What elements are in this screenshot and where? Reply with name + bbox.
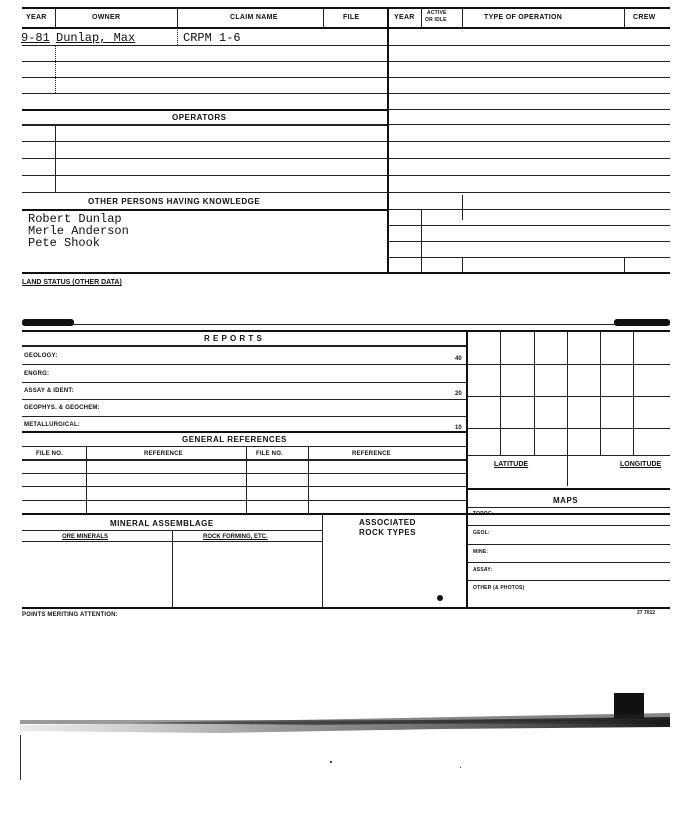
band-right-mark — [614, 319, 670, 326]
knowledge-person: Pete Shook — [28, 236, 101, 250]
ink-dot — [437, 595, 443, 601]
associated-label: ASSOCIATED — [359, 518, 416, 527]
report-assay-code: 20 — [455, 391, 462, 397]
header-or-idle: OR IDLE — [425, 17, 447, 23]
report-metallurgical: METALLURGICAL: — [24, 422, 81, 428]
header-claim-name: CLAIM NAME — [230, 14, 278, 21]
general-references-title: GENERAL REFERENCES — [182, 435, 287, 444]
report-geology: GEOLOGY: — [24, 353, 58, 359]
report-metallurgical-code: 10 — [455, 425, 462, 431]
map-topog: TOPOG: — [473, 511, 494, 517]
latitude-label: LATITUDE — [494, 461, 529, 468]
points-meriting-label: POINTS MERITING ATTENTION: — [22, 612, 118, 618]
knowledge-title: OTHER PERSONS HAVING KNOWLEDGE — [88, 197, 261, 206]
reports-title: R E P O R T S — [204, 334, 263, 343]
report-engrg: ENGRG: — [24, 371, 50, 377]
col-reference-2: REFERENCE — [352, 451, 391, 457]
longitude-label: LONGITUDE — [620, 461, 662, 468]
ore-minerals-label: ORE MINERALS — [62, 534, 109, 540]
knowledge-person: Merle Anderson — [28, 224, 129, 238]
rock-types-label: ROCK TYPES — [359, 528, 417, 537]
scan-smudge — [20, 695, 670, 780]
header-type-of-operation: TYPE OF OPERATION — [484, 14, 563, 21]
map-geol: GEOL: — [473, 530, 490, 536]
header-owner: OWNER — [92, 14, 121, 21]
header-year: YEAR — [26, 14, 47, 21]
header-year-2: YEAR — [394, 14, 415, 21]
col-file-no-1: FILE NO. — [36, 451, 63, 457]
mineral-title: MINERAL ASSEMBLAGE — [110, 519, 214, 528]
header-file: FILE — [343, 14, 360, 21]
map-mine: MINE: — [473, 549, 489, 555]
maps-title: MAPS — [553, 496, 579, 505]
report-geophys: GEOPHYS. & GEOCHEM: — [24, 405, 100, 411]
col-reference-1: REFERENCE — [144, 451, 183, 457]
col-file-no-2: FILE NO. — [256, 451, 283, 457]
form-number: 27 7012 — [637, 610, 656, 616]
header-crew: CREW — [633, 14, 656, 21]
land-status-label: LAND STATUS (OTHER DATA) — [22, 279, 122, 286]
rock-forming-label: ROCK FORMING, ETC. — [203, 534, 268, 540]
band-left-mark — [22, 319, 74, 326]
owner-entry-claim: CRPM 1-6 — [183, 31, 241, 45]
operators-title: OPERATORS — [172, 113, 227, 122]
owner-entry-year: 9-81 — [21, 31, 50, 45]
header-active: ACTIVE — [427, 10, 447, 16]
map-other: OTHER (& PHOTOS) — [473, 585, 525, 591]
owner-entry-name: Dunlap, Max — [56, 31, 136, 45]
report-assay: ASSAY & IDENT: — [24, 388, 74, 394]
knowledge-person: Robert Dunlap — [28, 212, 122, 226]
knowledge-list — [28, 213, 129, 249]
report-geology-code: 40 — [455, 356, 462, 362]
map-assay: ASSAY: — [473, 567, 493, 573]
